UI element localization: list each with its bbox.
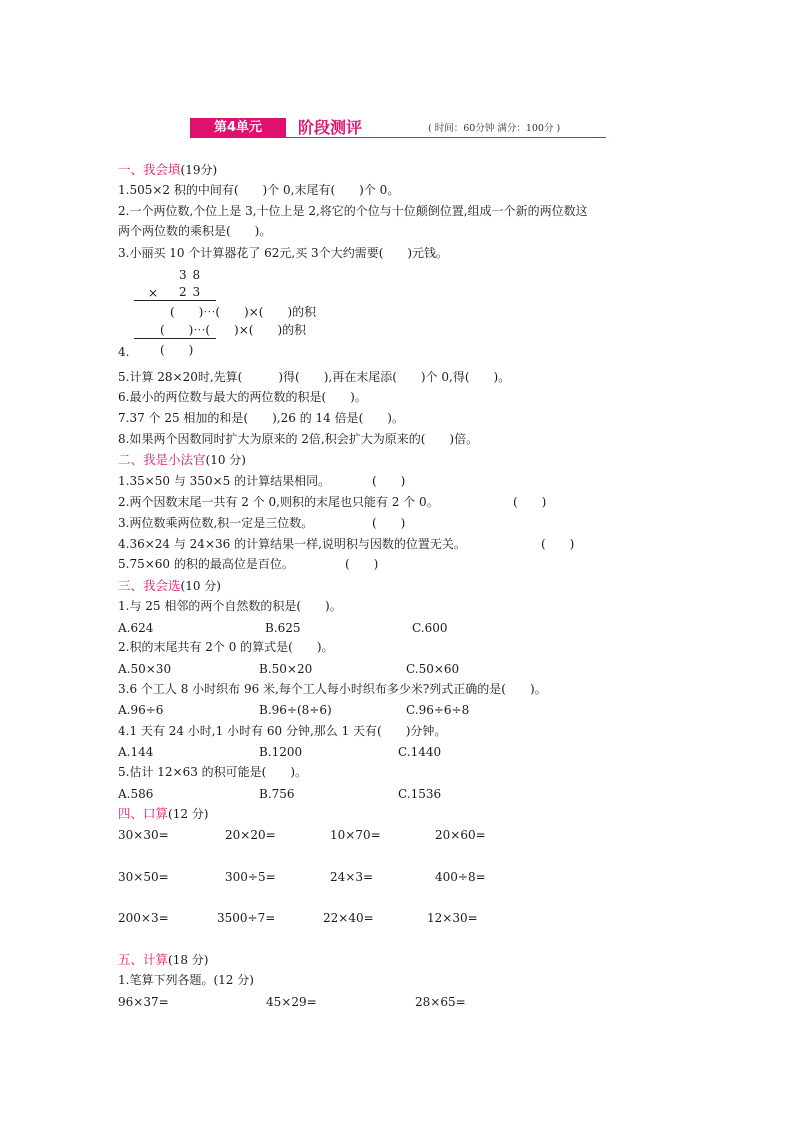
s3-q2-option-a: A.50×30	[118, 662, 172, 676]
s5-subheading: 1.笔算下列各题。(12 分)	[118, 973, 254, 987]
mental-math-item: 22×40=	[323, 911, 374, 925]
section-4-points: (12 分)	[168, 807, 209, 821]
section-1-points: (19分)	[180, 163, 218, 177]
mental-math-item: 3500÷7=	[217, 911, 276, 925]
section-4-heading	[118, 806, 208, 822]
s3-q1-option-b: B.625	[265, 621, 301, 635]
s3-q3-option-c: C.96÷6÷8	[406, 703, 470, 717]
mental-math-item: 30×50=	[118, 870, 169, 884]
s3-q5-stem: 5.估计 12×63 的积可能是( )。	[118, 765, 308, 779]
written-calc-item: 45×29=	[266, 995, 317, 1009]
time-score-info: ( 时间：60分钟 满分：100分 )	[428, 123, 561, 134]
s3-q4-option-c: C.1440	[398, 745, 442, 759]
written-calc-item: 28×65=	[415, 995, 466, 1009]
s1-question-7: 7.37 个 25 相加的和是( ),26 的 14 倍是( )。	[118, 411, 404, 425]
section-1-title: 一、我会填	[118, 162, 181, 177]
unit-badge: 第4单元	[190, 118, 286, 137]
s2-item-1: 1.35×50 与 350×5 的计算结果相同。	[118, 474, 331, 488]
mental-math-item: 30×30=	[118, 828, 169, 842]
section-2-title: 二、我是小法官	[118, 452, 206, 467]
section-5-title: 五、计算	[118, 952, 169, 967]
s2-item-5: 5.75×60 的积的最高位是百位。	[118, 557, 294, 571]
section-3-points: (10 分)	[180, 579, 221, 593]
vm-rule-1	[134, 300, 216, 301]
mental-math-item: 400÷8=	[435, 870, 486, 884]
section-4-title: 四、口算	[118, 806, 169, 821]
page-title: 阶段测评	[298, 118, 363, 137]
s3-q2-option-c: C.50×60	[406, 662, 460, 676]
mental-math-item: 20×60=	[435, 828, 486, 842]
section-1-heading	[118, 162, 217, 178]
section-2-points: (10 分)	[205, 453, 246, 467]
written-calc-item: 96×37=	[118, 995, 169, 1009]
vm-multiplicand: 3 8	[179, 268, 202, 282]
s3-q2-stem: 2.积的末尾共有 2个 0 的算式是( )。	[118, 640, 334, 654]
vm-times-sign: ×	[148, 286, 159, 300]
s3-q1-stem: 1.与 25 相邻的两个自然数的积是( )。	[118, 599, 342, 613]
vm-multiplier: 2 3	[179, 285, 202, 299]
s2-item-3-bracket: ( )	[372, 516, 406, 530]
s1-question-2-line-2: 两个两位数的乘积是( )。	[118, 224, 272, 238]
s1-question-8: 8.如果两个因数同时扩大为原来的 2倍,积会扩大为原来的( )倍。	[118, 432, 479, 446]
section-3-title: 三、我会选	[118, 578, 181, 593]
s2-item-3: 3.两位数乘两位数,积一定是三位数。	[118, 516, 314, 530]
vm-partial-1: ( )⋯( )×( )的积	[170, 305, 317, 319]
mental-math-item: 300÷5=	[225, 870, 276, 884]
s3-q1-option-a: A.624	[118, 621, 154, 635]
s3-q4-option-b: B.1200	[259, 745, 303, 759]
section-2-heading	[118, 452, 246, 468]
s1-question-4-label: 4.	[118, 345, 130, 359]
s3-q5-option-c: C.1536	[398, 787, 442, 801]
s2-item-1-bracket: ( )	[372, 474, 406, 488]
s1-question-3: 3.小丽买 10 个计算器花了 62元,买 3个大约需要( )元钱。	[118, 246, 449, 260]
vm-rule-2	[134, 338, 216, 339]
s1-question-1: 1.505×2 积的中间有( )个 0,末尾有( )个 0。	[118, 183, 400, 197]
s3-q3-option-b: B.96÷(8÷6)	[259, 703, 332, 717]
section-5-points: (18 分)	[168, 953, 209, 967]
section-5-heading	[118, 952, 208, 968]
s2-item-5-bracket: ( )	[345, 557, 379, 571]
mental-math-item: 200×3=	[118, 911, 169, 925]
s1-question-6: 6.最小的两位数与最大的两位数的积是( )。	[118, 390, 367, 404]
s3-q3-option-a: A.96÷6	[118, 703, 164, 717]
s2-item-2: 2.两个因数末尾一共有 2 个 0,则积的末尾也只能有 2 个 0。	[118, 495, 439, 509]
s3-q3-stem: 3.6 个工人 8 小时织布 96 米,每个工人每小时织布多少米?列式正确的是( )。	[118, 682, 547, 696]
s2-item-4: 4.36×24 与 24×36 的计算结果一样,说明积与因数的位置无关。	[118, 537, 466, 551]
s1-question-2-line-1: 2.一个两位数,个位上是 3,十位上是 2,将它的个位与十位颠倒位置,组成一个新的两位数这	[118, 204, 588, 218]
s3-q4-option-a: A.144	[118, 745, 154, 759]
section-3-heading	[118, 578, 221, 594]
s3-q4-stem: 4.1 天有 24 小时,1 小时有 60 分钟,那么 1 天有( )分钟。	[118, 724, 447, 738]
s3-q1-option-c: C.600	[412, 621, 448, 635]
mental-math-item: 12×30=	[427, 911, 478, 925]
header-rule	[190, 137, 606, 138]
s2-item-4-bracket: ( )	[541, 537, 575, 551]
mental-math-item: 20×20=	[225, 828, 276, 842]
mental-math-item: 24×3=	[330, 870, 374, 884]
s3-q5-option-a: A.586	[118, 787, 154, 801]
s3-q2-option-b: B.50×20	[259, 662, 313, 676]
s2-item-2-bracket: ( )	[513, 495, 547, 509]
mental-math-item: 10×70=	[330, 828, 381, 842]
vm-partial-2: ( )⋯( )×( )的积	[160, 323, 307, 337]
s3-q5-option-b: B.756	[259, 787, 295, 801]
s1-question-5: 5.计算 28×20时,先算( )得( ),再在末尾添( )个 0,得( )。	[118, 370, 511, 384]
vm-result: ( )	[160, 343, 194, 357]
